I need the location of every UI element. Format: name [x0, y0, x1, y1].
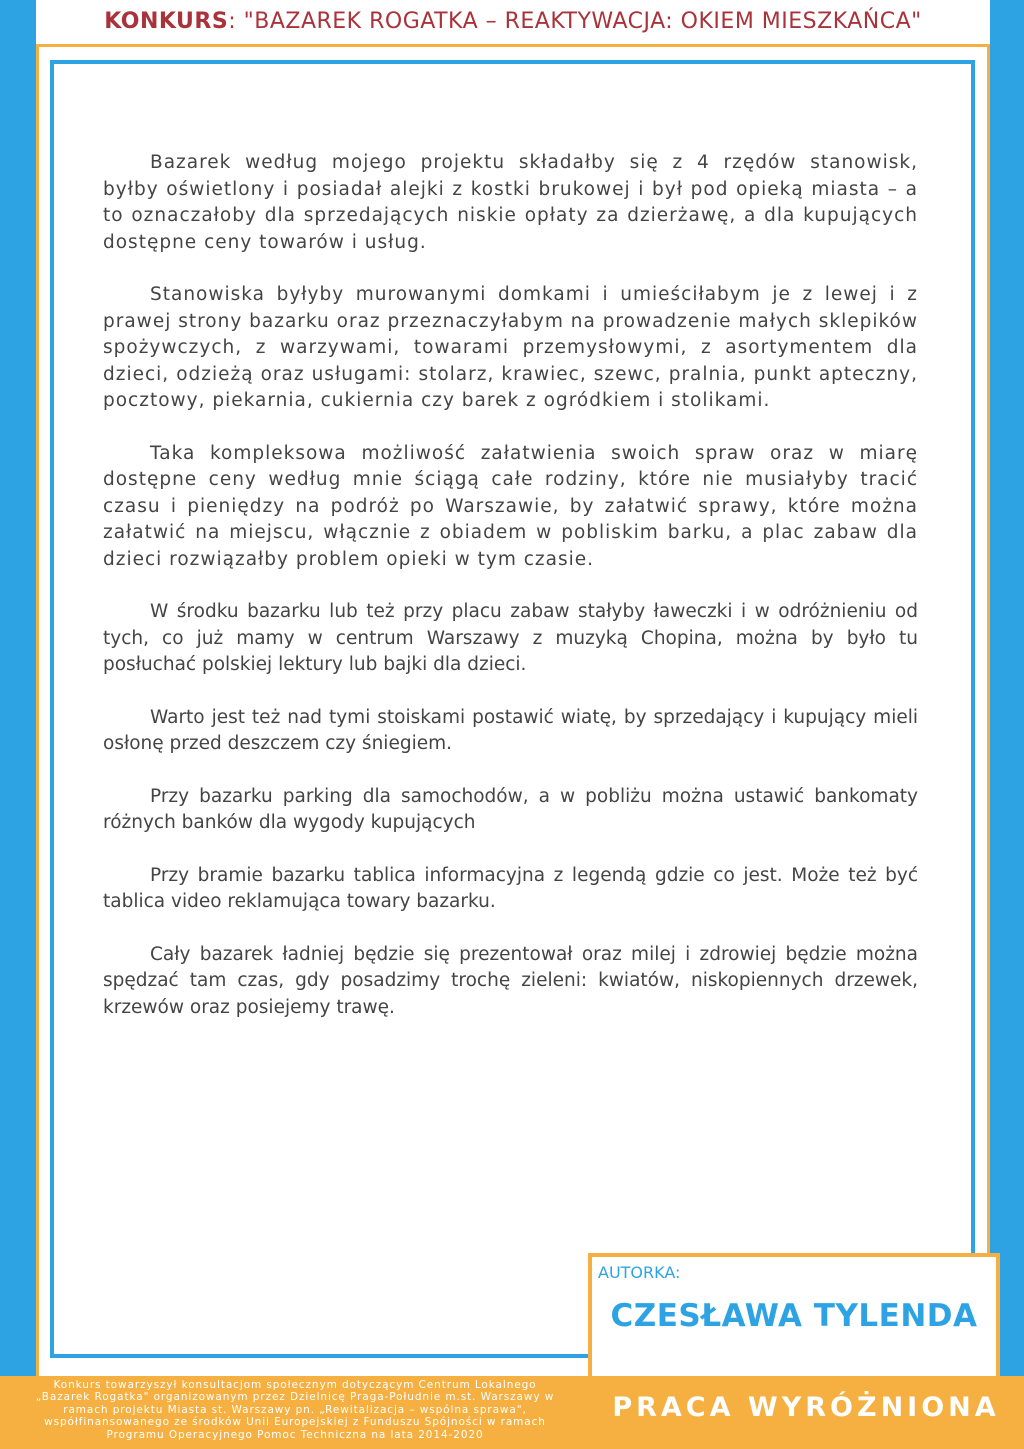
- page-title: [36, 0, 990, 44]
- paragraph: Stanowiska byłyby murowanymi domkami i umieściłabym je z lewej i z prawej strony bazarku oraz przeznaczyłabym na prowadzenie małych sklepików spożywczych, z warzywami, towarami przemysłowymi, z asortymentem dla dzieci, odzieżą oraz usługami: stolarz, krawiec, szewc, pralnia, punkt apteczny, pocztowy, piekarnia, cukiernia czy barek z ogródkiem i stolikami.: [103, 284, 918, 411]
- paragraph: Warto jest też nad tymi stoiskami postawić wiatę, by sprzedający i kupujący mieli osłonę przed deszczem czy śniegiem.: [103, 706, 918, 754]
- footer-note: Konkurs towarzyszył konsultacjom społecznym dotyczącym Centrum Lokalnego „Bazarek Rogatka" organizowanym przez Dzielnicę Praga-Południe m.st. Warszawy w ramach projektu Miasta st. Warszawy pn. „Rewitalizacja – wspólna sprawa", współfinansowanego ze środków Unii Europejskiej z Funduszu Spójności w ramach Programu Operacyjnego Pomoc Techniczna na lata 2014-2020: [35, 1379, 555, 1441]
- paragraph: Przy bazarku parking dla samochodów, a w pobliżu można ustawić bankomaty różnych banków dla wygody kupujących: [103, 785, 918, 833]
- paragraph: Cały bazarek ładniej będzie się prezentował oraz milej i zdrowiej będzie można spędzać tam czas, gdy posadzimy trochę zieleni: kwiatów, niskopiennych drzewek, krzewów oraz posiejemy trawę.: [103, 943, 918, 1018]
- left-blue-bar: [0, 0, 36, 1376]
- right-blue-bar: [990, 0, 1024, 1376]
- paragraph: Bazarek według mojego projektu składałby się z 4 rzędów stanowisk, byłby oświetlony i posiadał alejki z kostki brukowej i był pod opieką miasta – a to oznaczałoby dla sprzedających niskie opłaty za dzierżawę, a dla kupujących dostępne ceny towarów i usług.: [103, 152, 918, 253]
- author-name: CZESŁAWA TYLENDA: [610, 1298, 978, 1334]
- award-label: PRACA WYRÓŻNIONA: [612, 1392, 1000, 1423]
- title-rest: : "BAZAREK ROGATKA – REAKTYWACJA: OKIEM MIESZKAŃCA": [228, 9, 922, 34]
- essay-body: [103, 150, 918, 1047]
- paragraph: Taka kompleksowa możliwość załatwienia swoich spraw oraz w miarę dostępne ceny według mnie ściągą całe rodziny, które nie musiałyby tracić czasu i pieniędzy na podróż po Warszawie, by załatwić sprawy, które można załatwić na miejscu, włącznie z obiadem w pobliskim barku, a plac zabaw dla dzieci rozwiązałby problem opieki w tym czasie.: [103, 442, 918, 570]
- author-label: AUTORKA:: [598, 1263, 681, 1282]
- paragraph: Przy bramie bazarku tablica informacyjna z legendą gdzie co jest. Może też być tablica video reklamująca towary bazarku.: [103, 864, 918, 912]
- title-lead: KONKURS: [104, 9, 229, 34]
- paragraph: W środku bazarku lub też przy placu zabaw stałyby ławeczki i w odróżnieniu od tych, co już mamy w centrum Warszawy z muzyką Chopina, można by było tu posłuchać polskiej lektury lub bajki dla dzieci.: [103, 601, 918, 675]
